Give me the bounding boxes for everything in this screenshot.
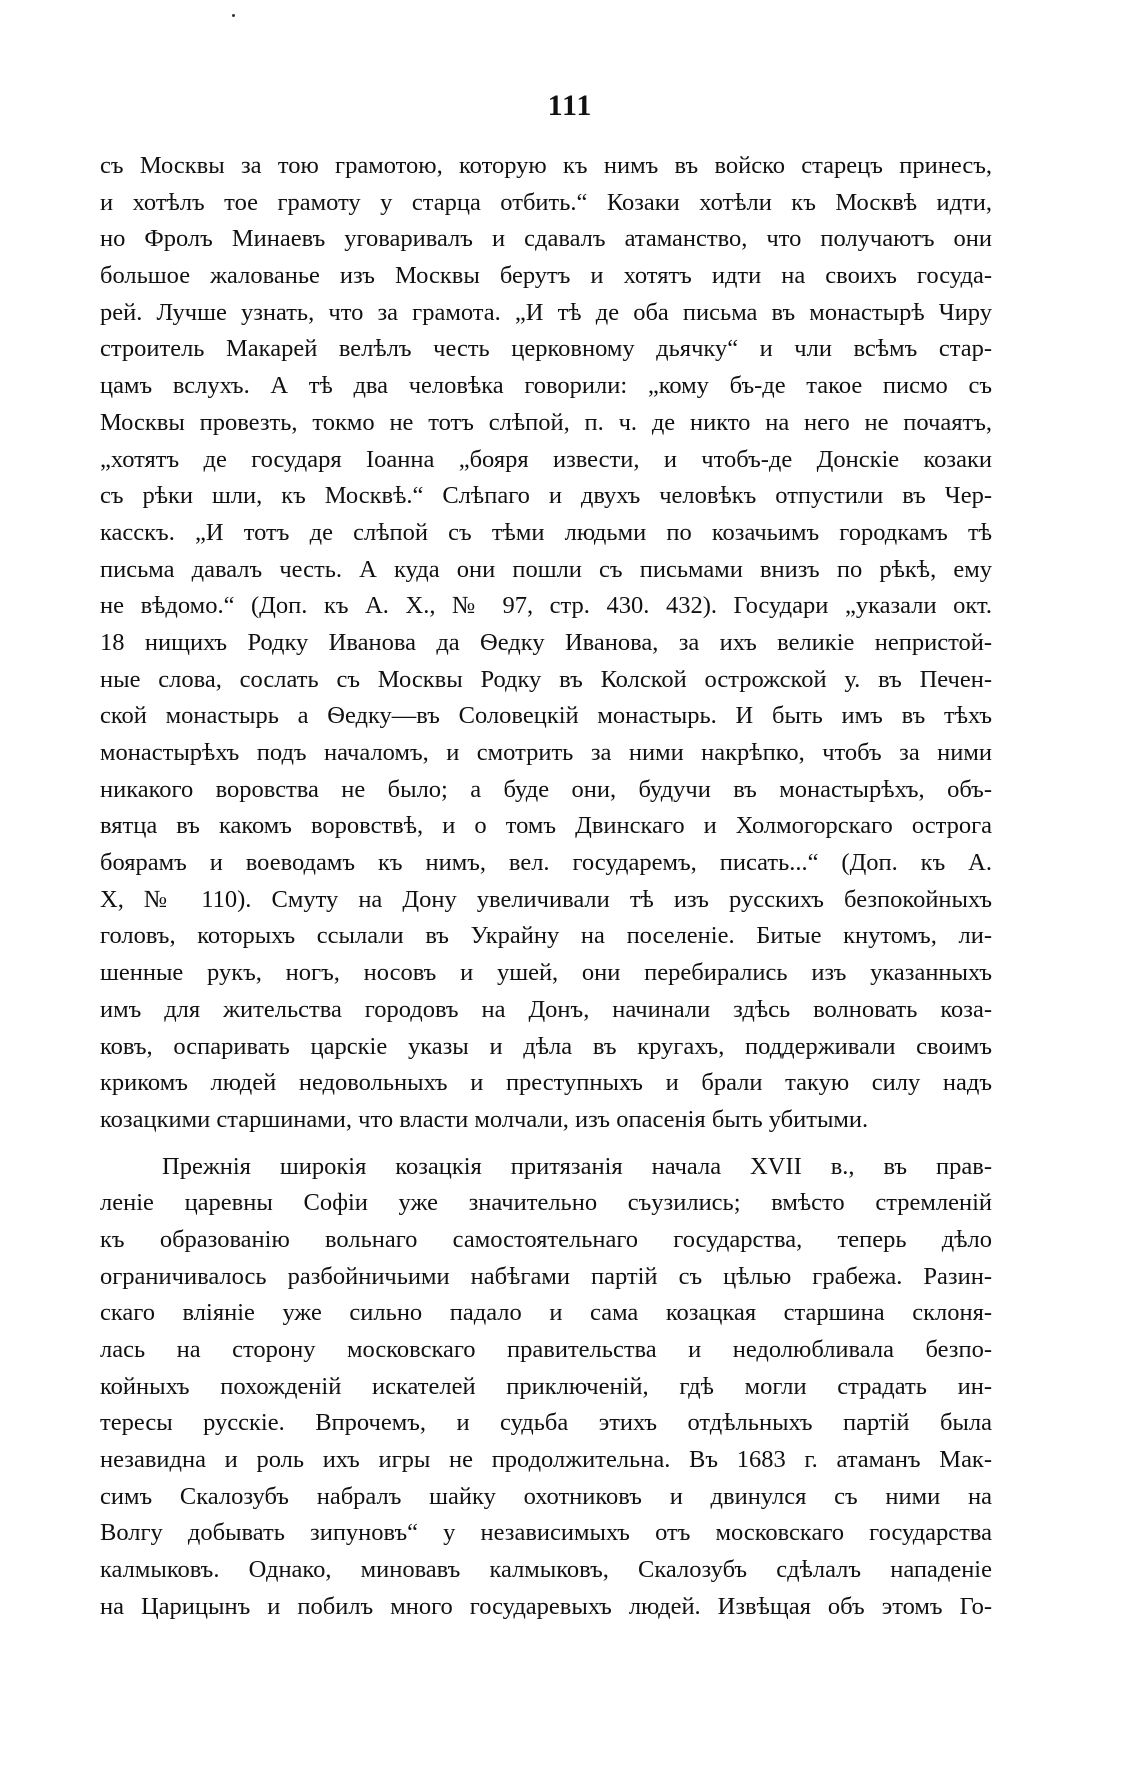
text-line: ской монастырь а Ѳедку—въ Соловецкій монастырь. И быть имъ въ тѣхъ bbox=[100, 702, 992, 730]
text-line: не вѣдомо.“ (Доп. къ А. Х., № 97, стр. 430. 432). Государи „указали окт. bbox=[100, 592, 992, 620]
text-line: ковъ, оспаривать царскіе указы и дѣла въ кругахъ, поддерживали своимъ bbox=[100, 1032, 992, 1060]
text-line: шенные рукъ, ногъ, носовъ и ушей, они перебирались изъ указанныхъ bbox=[100, 959, 992, 987]
text-line: письма давалъ честь. А куда они пошли съ письмами внизъ по рѣкѣ, ему bbox=[100, 555, 992, 583]
text-line: козацкими старшинами, что власти молчали, изъ опасенія быть убитыми. bbox=[100, 1105, 869, 1133]
text-line: тересы русскіе. Впрочемъ, и судьба этихъ отдѣльныхъ партій была bbox=[100, 1409, 992, 1437]
paragraph-gap bbox=[100, 1139, 992, 1149]
page-text bbox=[100, 148, 992, 1626]
text-line: къ образованію вольнаго самостоятельнаго государства, теперь дѣло bbox=[100, 1225, 992, 1253]
text-line: калмыковъ. Однако, миновавъ калмыковъ, Скалозубъ сдѣлалъ нападеніе bbox=[100, 1556, 992, 1584]
text-line: ограничивалось разбойничьими набѣгами партій съ цѣлью грабежа. Разин- bbox=[100, 1262, 992, 1290]
text-line: „хотятъ де государя Іоанна „бояря извести, и чтобъ-де Донскіе козаки bbox=[100, 445, 992, 473]
text-line: Москвы провезть, токмо не тотъ слѣпой, п. ч. де никто на него не почаятъ, bbox=[100, 408, 992, 436]
text-line: койныхъ похожденій искателей приключеній, гдѣ могли страдать ин- bbox=[100, 1372, 992, 1400]
text-line: леніе царевны Софіи уже значительно съузились; вмѣсто стремленій bbox=[100, 1189, 992, 1217]
text-line: ные слова, сослать съ Москвы Родку въ Колской острожской у. въ Печен- bbox=[100, 665, 992, 693]
text-line: рей. Лучше узнать, что за грамота. „И тѣ де оба письма въ монастырѣ Чиру bbox=[100, 298, 992, 326]
text-line: строитель Макарей велѣлъ честь церковному дьячку“ и чли всѣмъ стар- bbox=[100, 335, 992, 363]
text-line: съ рѣки шли, къ Москвѣ.“ Слѣпаго и двухъ человѣкъ отпустили въ Чер- bbox=[100, 482, 992, 510]
text-line: и хотѣлъ тое грамоту у старца отбить.“ Козаки хотѣли къ Москвѣ идти, bbox=[100, 188, 992, 216]
text-line: Х, № 110). Смуту на Дону увеличивали тѣ изъ русскихъ безпокойныхъ bbox=[100, 885, 992, 913]
text-line: никакого воровства не было; а буде они, будучи въ монастырѣхъ, объ- bbox=[100, 775, 992, 803]
text-line: большое жалованье изъ Москвы берутъ и хотятъ идти на своихъ госуда- bbox=[100, 262, 992, 290]
text-line: монастырѣхъ подъ началомъ, и смотрить за ними накрѣпко, чтобъ за ними bbox=[100, 739, 992, 766]
page-number: 111 bbox=[547, 89, 593, 122]
text-line: боярамъ и воеводамъ къ нимъ, вел. государемъ, писать...“ (Доп. къ А. bbox=[100, 849, 992, 877]
text-line: касскъ. „И тотъ де слѣпой съ тѣми людьми по козачьимъ городкамъ тѣ bbox=[100, 518, 992, 546]
text-line: на Царицынъ и побилъ много государевыхъ людей. Извѣщая объ этомъ Го- bbox=[100, 1592, 992, 1620]
text-line: крикомъ людей недовольныхъ и преступныхъ и брали такую силу надъ bbox=[100, 1069, 992, 1097]
text-line: скаго вліяніе уже сильно падало и сама козацкая старшина склоня- bbox=[100, 1299, 992, 1327]
text-line: цамъ вслухъ. А тѣ два человѣка говорили: „кому бъ-де такое писмо съ bbox=[100, 372, 992, 400]
text-line: Волгу добывать зипуновъ“ у независимыхъ отъ московскаго государства bbox=[100, 1519, 992, 1547]
text-line: но Фролъ Минаевъ уговаривалъ и сдавалъ атаманство, что получаютъ они bbox=[100, 225, 992, 253]
text-line: съ Москвы за тою грамотою, которую къ нимъ въ войско старецъ принесъ, bbox=[100, 152, 992, 179]
text-line: головъ, которыхъ ссылали въ Украйну на поселеніе. Битые кнутомъ, ли- bbox=[100, 922, 992, 950]
paper-speck bbox=[232, 14, 235, 17]
text-line: Прежнія широкія козацкія притязанія начала XVII в., въ прав- bbox=[162, 1152, 992, 1180]
text-line: лась на сторону московскаго правительства и недолюбливала безпо- bbox=[100, 1336, 992, 1363]
text-line: симъ Скалозубъ набралъ шайку охотниковъ и двинулся съ ними на bbox=[100, 1482, 992, 1510]
text-line: 18 нищихъ Родку Иванова да Ѳедку Иванова, за ихъ великіе непристой- bbox=[100, 628, 992, 656]
text-line: вятца въ какомъ воровствѣ, и о томъ Двинскаго и Холмогорскаго острога bbox=[100, 812, 992, 840]
text-line: незавидна и роль ихъ игры не продолжительна. Въ 1683 г. атаманъ Мак- bbox=[100, 1446, 992, 1474]
text-line: имъ для жительства городовъ на Донъ, начинали здѣсь волновать коза- bbox=[100, 995, 992, 1023]
